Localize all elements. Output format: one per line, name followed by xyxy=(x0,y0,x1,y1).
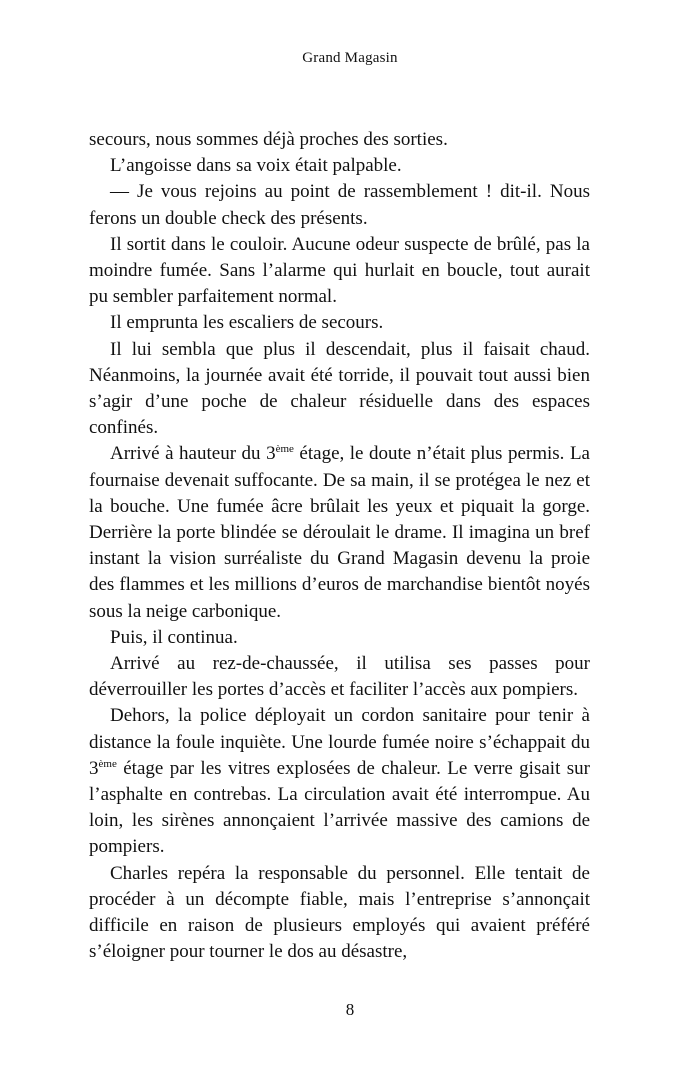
text-run: étage, le doute n’était plus permis. La fournaise devenait suffocante. De sa main, il se protégea le nez et la bouche. Une fumée âcre brûlait les yeux et piquait la gorge. Derrière la porte blindée se déroulait le drame. Il imagina un bref instant la vision surréaliste du Grand Magasin devenu la proie des flammes et les millions d’euros de marchandise bientôt noyés sous la neige carbonique. xyxy=(89,443,590,622)
page-number: 8 xyxy=(345,1000,355,1019)
paragraph: L’angoisse dans sa voix était palpable. xyxy=(110,155,402,177)
paragraph: Puis, il continua. xyxy=(110,626,238,648)
body-text xyxy=(89,127,590,966)
ordinal-superscript: ème xyxy=(275,443,294,456)
dialogue-paragraph: — Je vous rejoins au point de rassemblement ! dit-il. Nous ferons un double check des présents. xyxy=(89,181,590,229)
paragraph: Il lui sembla que plus il descendait, plus il faisait chaud. Néanmoins, la journée avait été torride, il pouvait tout aussi bien s’agir d’une poche de chaleur résiduelle dans des espaces confinés. xyxy=(89,338,590,439)
paragraph xyxy=(89,703,590,860)
paragraph xyxy=(89,441,590,624)
paragraph: Arrivé au rez-de-chaussée, il utilisa ses passes pour déverrouiller les portes d’accès et faciliter l’accès aux pompiers. xyxy=(89,653,590,701)
paragraph: Il sortit dans le couloir. Aucune odeur suspecte de brûlé, pas la moindre fumée. Sans l’alarme qui hurlait en boucle, tout aurait pu sembler parfaitement normal. xyxy=(89,233,590,308)
ordinal-superscript: ème xyxy=(98,757,117,770)
text-run: Arrivé à hauteur du 3 xyxy=(110,443,276,465)
text-run: étage par les vitres explosées de chaleur. Le verre gisait sur l’asphalte en contrebas. La circulation avait été interrompue. Au loin, les sirènes annonçaient l’arrivée massive des camions de pompiers. xyxy=(89,757,590,858)
running-header: Grand Magasin xyxy=(302,50,398,66)
paragraph-continued: secours, nous sommes déjà proches des sorties. xyxy=(89,129,448,150)
text-run: Dehors, la police déployait un cordon sanitaire pour tenir à distance la foule inquiète. Une lourde fumée noire s’échappait du 3 xyxy=(89,705,590,779)
paragraph: Il emprunta les escaliers de secours. xyxy=(110,312,384,334)
paragraph: Charles repéra la responsable du personnel. Elle tentait de procéder à un décompte fiable, mais l’entreprise s’annonçait difficile en raison de plusieurs employés qui avaient préféré s’éloigner pour tourner le dos au désastre, xyxy=(89,862,590,963)
